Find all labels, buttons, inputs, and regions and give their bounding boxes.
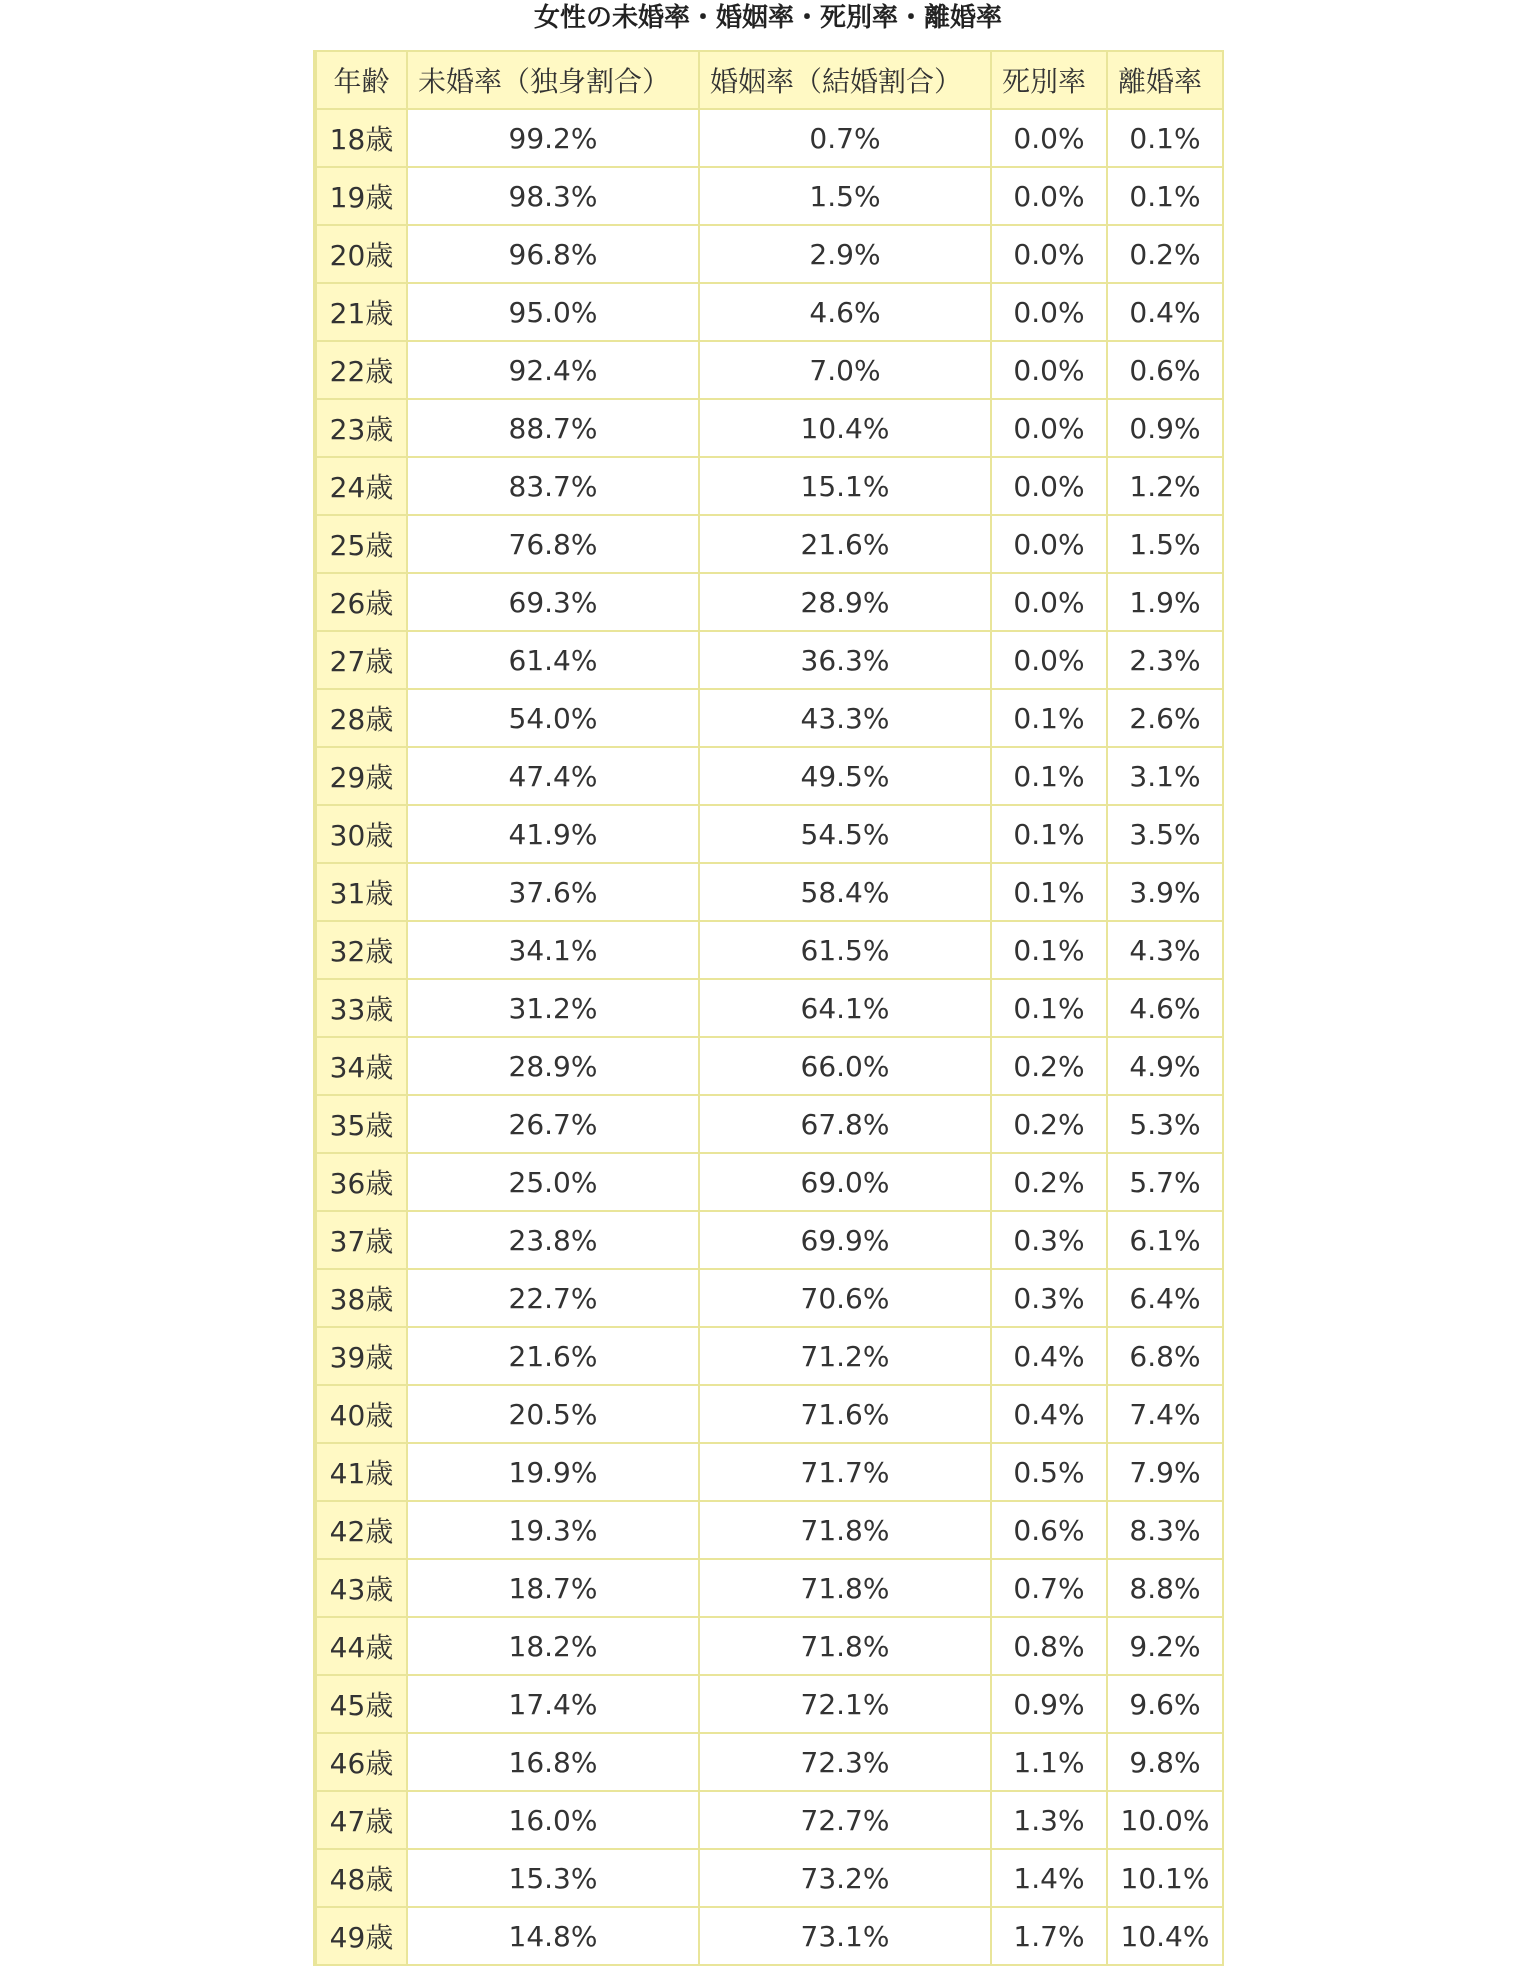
table-row xyxy=(316,921,1223,979)
table-row xyxy=(316,1211,1223,1269)
column-header-unmarried: 未婚率（独身割合） xyxy=(407,51,699,109)
table-header xyxy=(316,51,1223,109)
cell-divorced: 5.7% xyxy=(1107,1153,1223,1211)
column-header-divorced: 離婚率 xyxy=(1107,51,1223,109)
cell-unmarried: 16.8% xyxy=(407,1733,699,1791)
table-row xyxy=(316,1153,1223,1211)
cell-widowed: 0.0% xyxy=(991,167,1107,225)
cell-unmarried: 28.9% xyxy=(407,1037,699,1095)
cell-age: 36歳 xyxy=(316,1153,407,1211)
cell-married: 69.9% xyxy=(699,1211,991,1269)
cell-widowed: 0.7% xyxy=(991,1559,1107,1617)
cell-married: 71.8% xyxy=(699,1501,991,1559)
cell-divorced: 2.6% xyxy=(1107,689,1223,747)
cell-divorced: 0.4% xyxy=(1107,283,1223,341)
cell-divorced: 2.3% xyxy=(1107,631,1223,689)
cell-divorced: 6.1% xyxy=(1107,1211,1223,1269)
table-row xyxy=(316,1095,1223,1153)
marriage-rate-table xyxy=(315,50,1224,1966)
cell-widowed: 0.1% xyxy=(991,805,1107,863)
cell-age: 44歳 xyxy=(316,1617,407,1675)
cell-married: 43.3% xyxy=(699,689,991,747)
cell-unmarried: 19.3% xyxy=(407,1501,699,1559)
table-row xyxy=(316,1617,1223,1675)
cell-widowed: 1.7% xyxy=(991,1907,1107,1965)
cell-age: 29歳 xyxy=(316,747,407,805)
cell-age: 22歳 xyxy=(316,341,407,399)
table-row xyxy=(316,747,1223,805)
cell-unmarried: 37.6% xyxy=(407,863,699,921)
cell-divorced: 1.5% xyxy=(1107,515,1223,573)
cell-age: 20歳 xyxy=(316,225,407,283)
cell-divorced: 6.4% xyxy=(1107,1269,1223,1327)
cell-married: 71.8% xyxy=(699,1617,991,1675)
cell-divorced: 3.5% xyxy=(1107,805,1223,863)
table-row xyxy=(316,399,1223,457)
cell-divorced: 10.1% xyxy=(1107,1849,1223,1907)
cell-age: 27歳 xyxy=(316,631,407,689)
cell-age: 48歳 xyxy=(316,1849,407,1907)
cell-divorced: 1.2% xyxy=(1107,457,1223,515)
cell-age: 19歳 xyxy=(316,167,407,225)
cell-unmarried: 20.5% xyxy=(407,1385,699,1443)
cell-age: 25歳 xyxy=(316,515,407,573)
table-body xyxy=(316,109,1223,1965)
cell-unmarried: 99.2% xyxy=(407,109,699,167)
cell-divorced: 0.9% xyxy=(1107,399,1223,457)
cell-age: 31歳 xyxy=(316,863,407,921)
cell-divorced: 4.6% xyxy=(1107,979,1223,1037)
table-row xyxy=(316,341,1223,399)
cell-divorced: 0.2% xyxy=(1107,225,1223,283)
cell-widowed: 0.0% xyxy=(991,283,1107,341)
cell-widowed: 0.0% xyxy=(991,515,1107,573)
column-header-widowed: 死別率 xyxy=(991,51,1107,109)
cell-married: 72.1% xyxy=(699,1675,991,1733)
table-row xyxy=(316,1269,1223,1327)
table-row xyxy=(316,1327,1223,1385)
cell-divorced: 4.3% xyxy=(1107,921,1223,979)
table-row xyxy=(316,689,1223,747)
cell-married: 36.3% xyxy=(699,631,991,689)
cell-divorced: 7.4% xyxy=(1107,1385,1223,1443)
cell-unmarried: 47.4% xyxy=(407,747,699,805)
cell-married: 66.0% xyxy=(699,1037,991,1095)
cell-divorced: 8.3% xyxy=(1107,1501,1223,1559)
table-row xyxy=(316,167,1223,225)
cell-unmarried: 21.6% xyxy=(407,1327,699,1385)
cell-age: 28歳 xyxy=(316,689,407,747)
cell-married: 1.5% xyxy=(699,167,991,225)
cell-divorced: 8.8% xyxy=(1107,1559,1223,1617)
table-row xyxy=(316,573,1223,631)
cell-age: 38歳 xyxy=(316,1269,407,1327)
cell-married: 71.8% xyxy=(699,1559,991,1617)
cell-age: 24歳 xyxy=(316,457,407,515)
cell-age: 32歳 xyxy=(316,921,407,979)
cell-divorced: 9.8% xyxy=(1107,1733,1223,1791)
cell-age: 35歳 xyxy=(316,1095,407,1153)
table-row xyxy=(316,1849,1223,1907)
cell-divorced: 0.1% xyxy=(1107,167,1223,225)
cell-age: 42歳 xyxy=(316,1501,407,1559)
cell-married: 72.7% xyxy=(699,1791,991,1849)
cell-age: 46歳 xyxy=(316,1733,407,1791)
cell-married: 61.5% xyxy=(699,921,991,979)
cell-unmarried: 61.4% xyxy=(407,631,699,689)
cell-widowed: 0.6% xyxy=(991,1501,1107,1559)
cell-married: 69.0% xyxy=(699,1153,991,1211)
cell-married: 72.3% xyxy=(699,1733,991,1791)
cell-divorced: 10.0% xyxy=(1107,1791,1223,1849)
column-header-married: 婚姻率（結婚割合） xyxy=(699,51,991,109)
cell-unmarried: 76.8% xyxy=(407,515,699,573)
cell-married: 10.4% xyxy=(699,399,991,457)
cell-unmarried: 83.7% xyxy=(407,457,699,515)
cell-married: 71.2% xyxy=(699,1327,991,1385)
cell-unmarried: 14.8% xyxy=(407,1907,699,1965)
cell-age: 26歳 xyxy=(316,573,407,631)
cell-married: 71.7% xyxy=(699,1443,991,1501)
cell-unmarried: 34.1% xyxy=(407,921,699,979)
cell-age: 33歳 xyxy=(316,979,407,1037)
cell-age: 39歳 xyxy=(316,1327,407,1385)
cell-age: 34歳 xyxy=(316,1037,407,1095)
cell-widowed: 0.2% xyxy=(991,1095,1107,1153)
cell-unmarried: 88.7% xyxy=(407,399,699,457)
table-row xyxy=(316,1501,1223,1559)
cell-unmarried: 19.9% xyxy=(407,1443,699,1501)
table-row xyxy=(316,863,1223,921)
cell-divorced: 3.1% xyxy=(1107,747,1223,805)
cell-unmarried: 15.3% xyxy=(407,1849,699,1907)
cell-widowed: 0.1% xyxy=(991,921,1107,979)
table-row xyxy=(316,1733,1223,1791)
cell-widowed: 0.0% xyxy=(991,573,1107,631)
cell-unmarried: 23.8% xyxy=(407,1211,699,1269)
cell-age: 40歳 xyxy=(316,1385,407,1443)
cell-married: 0.7% xyxy=(699,109,991,167)
cell-unmarried: 25.0% xyxy=(407,1153,699,1211)
cell-unmarried: 95.0% xyxy=(407,283,699,341)
cell-married: 7.0% xyxy=(699,341,991,399)
cell-divorced: 9.2% xyxy=(1107,1617,1223,1675)
cell-age: 23歳 xyxy=(316,399,407,457)
table-row xyxy=(316,515,1223,573)
cell-divorced: 5.3% xyxy=(1107,1095,1223,1153)
cell-unmarried: 54.0% xyxy=(407,689,699,747)
cell-unmarried: 98.3% xyxy=(407,167,699,225)
table-row xyxy=(316,1443,1223,1501)
cell-widowed: 0.5% xyxy=(991,1443,1107,1501)
cell-unmarried: 92.4% xyxy=(407,341,699,399)
cell-divorced: 6.8% xyxy=(1107,1327,1223,1385)
cell-widowed: 0.2% xyxy=(991,1153,1107,1211)
cell-age: 41歳 xyxy=(316,1443,407,1501)
cell-widowed: 0.0% xyxy=(991,399,1107,457)
cell-age: 47歳 xyxy=(316,1791,407,1849)
column-header-age: 年齢 xyxy=(316,51,407,109)
cell-divorced: 0.6% xyxy=(1107,341,1223,399)
cell-married: 73.2% xyxy=(699,1849,991,1907)
cell-married: 28.9% xyxy=(699,573,991,631)
cell-unmarried: 96.8% xyxy=(407,225,699,283)
cell-divorced: 0.1% xyxy=(1107,109,1223,167)
cell-widowed: 0.2% xyxy=(991,1037,1107,1095)
cell-married: 67.8% xyxy=(699,1095,991,1153)
cell-married: 58.4% xyxy=(699,863,991,921)
cell-unmarried: 31.2% xyxy=(407,979,699,1037)
table-row xyxy=(316,979,1223,1037)
cell-unmarried: 22.7% xyxy=(407,1269,699,1327)
cell-widowed: 0.3% xyxy=(991,1269,1107,1327)
cell-widowed: 0.4% xyxy=(991,1385,1107,1443)
cell-widowed: 1.1% xyxy=(991,1733,1107,1791)
cell-age: 49歳 xyxy=(316,1907,407,1965)
cell-married: 54.5% xyxy=(699,805,991,863)
cell-widowed: 0.3% xyxy=(991,1211,1107,1269)
cell-married: 64.1% xyxy=(699,979,991,1037)
cell-divorced: 10.4% xyxy=(1107,1907,1223,1965)
cell-unmarried: 17.4% xyxy=(407,1675,699,1733)
cell-married: 15.1% xyxy=(699,457,991,515)
marriage-rate-table-container xyxy=(313,50,1224,1966)
cell-married: 21.6% xyxy=(699,515,991,573)
cell-married: 2.9% xyxy=(699,225,991,283)
cell-divorced: 4.9% xyxy=(1107,1037,1223,1095)
cell-age: 18歳 xyxy=(316,109,407,167)
header-row xyxy=(316,51,1223,109)
cell-unmarried: 16.0% xyxy=(407,1791,699,1849)
cell-unmarried: 41.9% xyxy=(407,805,699,863)
cell-widowed: 0.4% xyxy=(991,1327,1107,1385)
cell-married: 73.1% xyxy=(699,1907,991,1965)
page-title: 女性の未婚率・婚姻率・死別率・離婚率 xyxy=(533,3,1002,33)
cell-widowed: 0.0% xyxy=(991,341,1107,399)
cell-widowed: 0.8% xyxy=(991,1617,1107,1675)
cell-widowed: 1.4% xyxy=(991,1849,1107,1907)
cell-widowed: 1.3% xyxy=(991,1791,1107,1849)
cell-unmarried: 69.3% xyxy=(407,573,699,631)
table-row xyxy=(316,1559,1223,1617)
table-row xyxy=(316,1037,1223,1095)
cell-married: 71.6% xyxy=(699,1385,991,1443)
cell-divorced: 7.9% xyxy=(1107,1443,1223,1501)
table-row xyxy=(316,1385,1223,1443)
cell-age: 37歳 xyxy=(316,1211,407,1269)
cell-age: 45歳 xyxy=(316,1675,407,1733)
cell-married: 49.5% xyxy=(699,747,991,805)
cell-widowed: 0.1% xyxy=(991,747,1107,805)
cell-divorced: 3.9% xyxy=(1107,863,1223,921)
cell-widowed: 0.0% xyxy=(991,631,1107,689)
table-row xyxy=(316,457,1223,515)
cell-divorced: 9.6% xyxy=(1107,1675,1223,1733)
cell-unmarried: 18.7% xyxy=(407,1559,699,1617)
cell-widowed: 0.1% xyxy=(991,979,1107,1037)
table-row xyxy=(316,283,1223,341)
table-row xyxy=(316,225,1223,283)
cell-married: 70.6% xyxy=(699,1269,991,1327)
cell-widowed: 0.1% xyxy=(991,863,1107,921)
table-row xyxy=(316,1907,1223,1965)
cell-married: 4.6% xyxy=(699,283,991,341)
table-row xyxy=(316,1791,1223,1849)
table-row xyxy=(316,109,1223,167)
cell-widowed: 0.0% xyxy=(991,225,1107,283)
table-row xyxy=(316,631,1223,689)
cell-divorced: 1.9% xyxy=(1107,573,1223,631)
table-row xyxy=(316,805,1223,863)
cell-widowed: 0.0% xyxy=(991,457,1107,515)
cell-age: 43歳 xyxy=(316,1559,407,1617)
cell-unmarried: 26.7% xyxy=(407,1095,699,1153)
cell-widowed: 0.1% xyxy=(991,689,1107,747)
cell-widowed: 0.9% xyxy=(991,1675,1107,1733)
cell-widowed: 0.0% xyxy=(991,109,1107,167)
cell-age: 30歳 xyxy=(316,805,407,863)
cell-age: 21歳 xyxy=(316,283,407,341)
table-row xyxy=(316,1675,1223,1733)
cell-unmarried: 18.2% xyxy=(407,1617,699,1675)
